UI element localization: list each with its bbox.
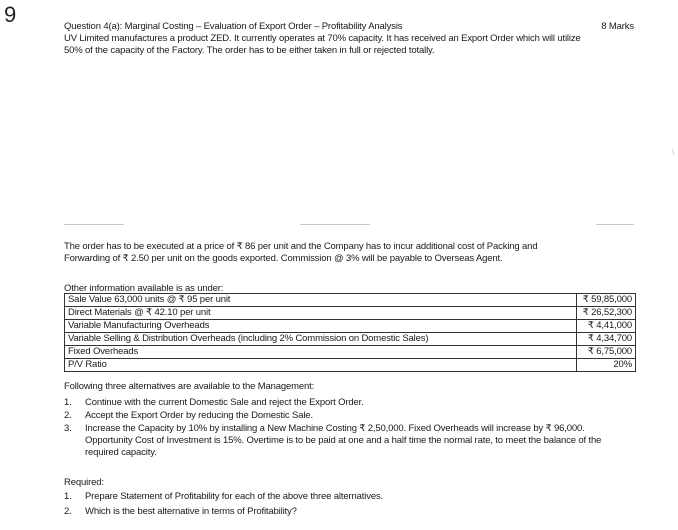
table-row xyxy=(65,320,636,333)
edge-mark: \ xyxy=(672,148,675,157)
row-label: Fixed Overheads xyxy=(65,346,577,359)
separator-right xyxy=(596,224,634,225)
required-list xyxy=(62,491,634,518)
row-value: ₹ 4,41,000 xyxy=(577,320,636,333)
export-terms-line-2: Forwarding of ₹ 2.50 per unit on the goods exported. Commission @ 3% will be payable to Overseas Agent. xyxy=(64,253,503,264)
alternatives-list xyxy=(62,397,634,459)
other-info-table xyxy=(64,293,636,372)
question-marks: 8 Marks xyxy=(601,21,634,32)
separator-middle xyxy=(300,224,370,225)
item-number: 1. xyxy=(64,491,72,502)
separator-left xyxy=(64,224,124,225)
row-label: Variable Selling & Distribution Overheads (including 2% Commission on Domestic Sales) xyxy=(65,333,577,346)
item-text: Accept the Export Order by reducing the Domestic Sale. xyxy=(85,410,313,421)
list-item xyxy=(62,423,634,459)
table-row xyxy=(65,307,636,320)
alternatives-title: Following three alternatives are available to the Management: xyxy=(64,381,315,392)
item-number: 2. xyxy=(64,506,72,517)
export-terms xyxy=(64,241,634,265)
row-label: Variable Manufacturing Overheads xyxy=(65,320,577,333)
question-intro-line-2: 50% of the capacity of the Factory. The order has to be either taken in full or rejected totally. xyxy=(64,45,435,56)
list-item xyxy=(62,506,634,518)
row-value: 20% xyxy=(577,359,636,372)
table-row xyxy=(65,346,636,359)
list-item xyxy=(62,410,634,422)
row-value: ₹ 59,85,000 xyxy=(577,294,636,307)
item-number: 2. xyxy=(64,410,72,421)
question-title: Question 4(a): Marginal Costing – Evaluation of Export Order – Profitability Analysis xyxy=(64,21,403,32)
required-title: Required: xyxy=(64,477,104,488)
row-value: ₹ 4,34,700 xyxy=(577,333,636,346)
question-intro-line-1: UV Limited manufactures a product ZED. It currently operates at 70% capacity. It has received an Export Order which will utilize xyxy=(64,33,581,44)
item-text: Which is the best alternative in terms of Profitability? xyxy=(85,506,297,517)
row-label: Sale Value 63,000 units @ ₹ 95 per unit xyxy=(65,294,577,307)
list-item xyxy=(62,397,634,409)
row-value: ₹ 6,75,000 xyxy=(577,346,636,359)
list-item xyxy=(62,491,634,503)
page-number: 9 xyxy=(4,2,17,27)
table-row xyxy=(65,333,636,346)
item-number: 1. xyxy=(64,397,72,408)
table-row xyxy=(65,294,636,307)
item-number: 3. xyxy=(64,423,72,434)
row-label: P/V Ratio xyxy=(65,359,577,372)
item-text: Increase the Capacity by 10% by installing a New Machine Costing ₹ 2,50,000. Fixed Overheads will increase by ₹ 96,000. Opportunity Cost of Investment is 15%. Overtime is to be paid at one and a half time the normal rate, to meet the balance of the required capacity. xyxy=(85,423,602,458)
item-text: Prepare Statement of Profitability for each of the above three alternatives. xyxy=(85,491,384,502)
table-row xyxy=(65,359,636,372)
row-value: ₹ 26,52,300 xyxy=(577,307,636,320)
item-text: Continue with the current Domestic Sale and reject the Export Order. xyxy=(85,397,364,408)
export-terms-line-1: The order has to be executed at a price of ₹ 86 per unit and the Company has to incur additional cost of Packing and xyxy=(64,241,538,252)
other-info-title: Other information available is as under: xyxy=(64,283,224,294)
question-header xyxy=(64,21,634,57)
row-label: Direct Materials @ ₹ 42.10 per unit xyxy=(65,307,577,320)
